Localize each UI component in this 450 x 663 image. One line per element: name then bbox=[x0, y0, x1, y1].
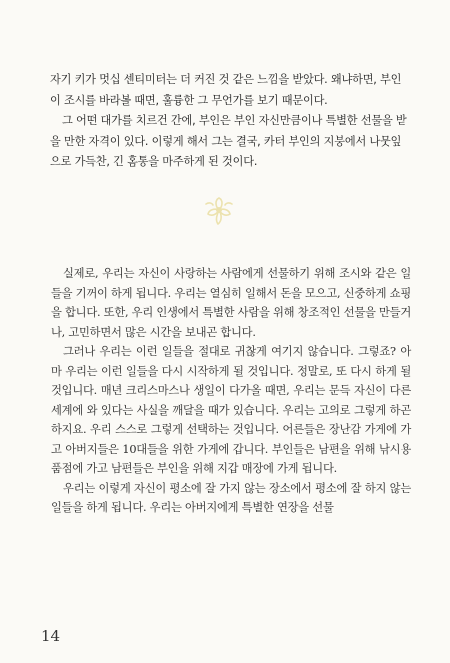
handwritten-paragraph: 그 어떤 대가를 치르건 간에, 부인은 부인 자신만큼이나 특별한 선물을 받을 만한 자격이 있다. 이렇게 해서 그는 결국, 카터 부인의 지붕에서 나뭇잎으로 가득찬, 긴 홈통을 마주하게 된 것이다. bbox=[50, 114, 407, 168]
body-paragraph: 그러나 우리는 이런 일들을 절대로 귀찮게 여기지 않습니다. 그렇죠? 아마 우리는 이런 일들을 다시 시작하게 될 것입니다. 정말로, 또 다시 하게 될것입니다. 매년 크리스마스나 생일이 다가올 때면, 우리는 문득 자신이 다른 세계에 와 있다는 사실을 깨달을 때가 있습니다. 우리는 고의로 그렇게 하곤 하지요. 우리 스스로 그렇게 선택하는 것입니다. 어른들은 장난감 가게에 가고 아버지들은 10대들을 위한 가게에 갑니다. 부인들은 남편을 위해 낚시용품점에 가고 남편들은 부인을 위해 지갑 매장에 가게 됩니다. bbox=[51, 345, 411, 475]
handwritten-paragraph: 자기 키가 멋십 센티미터는 더 커진 것 같은 느낌을 받았다. 왜냐하면, 부인이 조시를 바라볼 때면, 훌륭한 그 무언가를 보기 때문이다. bbox=[50, 73, 402, 107]
body-paragraph: 실제로, 우리는 자신이 사랑하는 사람에게 선물하기 위해 조시와 같은 일들을 기꺼이 하게 됩니다. 우리는 열심히 일해서 돈을 모으고, 신중하게 쇼핑을 합니다. 또한, 우리 인생에서 특별한 사람을 위해 창조적인 선물을 만들거나, 고민하면서 많은 시간을 보내곤 합니다. bbox=[51, 267, 411, 339]
handwritten-passage bbox=[50, 70, 410, 173]
body-text bbox=[51, 264, 411, 518]
body-paragraph: 우리는 이렇게 자신이 평소에 잘 가지 않는 장소에서 평소에 잘 하지 않는 일들을 하게 됩니다. 우리는 아버지에게 특별한 연장을 선물 bbox=[51, 481, 411, 514]
flower-ornament-icon bbox=[198, 190, 240, 230]
page-number: 14 bbox=[41, 627, 61, 645]
